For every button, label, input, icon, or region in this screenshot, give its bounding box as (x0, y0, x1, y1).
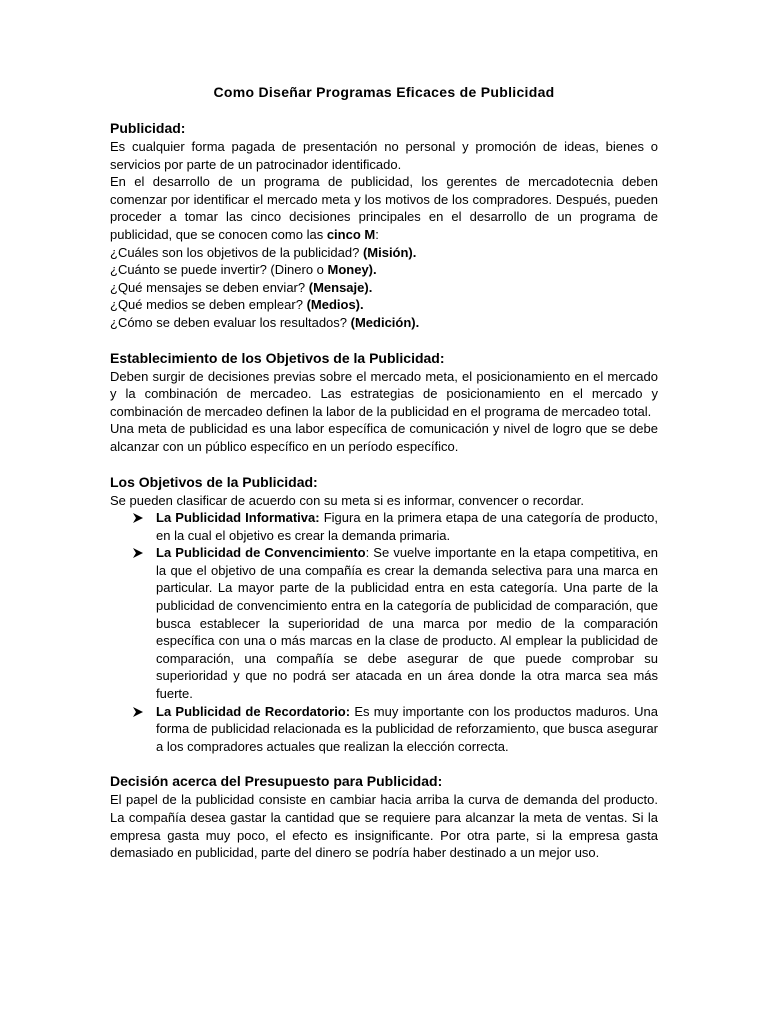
section-publicidad (110, 120, 658, 332)
section-presupuesto (110, 773, 658, 861)
section-establecimiento-objetivos (110, 350, 658, 456)
paragraph: Una meta de publicidad es una labor específica de comunicación y nivel de logro que se debe alcanzar con un público específico en un período específico. (110, 421, 658, 454)
question-line (110, 314, 658, 332)
question-text: ¿Cuánto se puede invertir? (Dinero o (110, 262, 328, 278)
arrow-bullet-icon (133, 707, 143, 717)
bullet-text: Es muy importante con los productos maduros. Una forma de publicidad relacionada es la publicidad de reforzamiento, que busca asegurar a los compradores actuales que realizan la elección correcta. (156, 703, 658, 754)
question-text: ¿Qué mensajes se deben enviar? (110, 279, 309, 295)
question-answer: Money). (327, 262, 377, 278)
question-text: ¿Cuáles son los objetivos de la publicidad? (110, 244, 363, 260)
list-item (156, 509, 658, 544)
question-text: ¿Qué medios se deben emplear? (110, 297, 307, 313)
bullet-text: : Se vuelve importante en la etapa competitiva, en la que el objetivo de una compañía es crear la demanda selectiva para una marca en particular. La mayor parte de la publicidad entra en esta categoría. Una parte de la publicidad de convencimiento entra en la categoría de publicidad de comparación, que busca establecer la superioridad de una marca por medio de la comparación específica con una o más marcas en la clase de producto. Al emplear la publicidad de comparación, una compañía se debe asegurar de que puede comprobar su superioridad y que no podrá ser atacada en un área donde la otra marca sea más fuerte. (156, 545, 658, 702)
paragraph: Deben surgir de decisiones previas sobre el mercado meta, el posicionamiento en el mercado y la combinación de mercadeo. Las estrategias de posicionamiento en el mercado y combinación de mercadeo definen la labor de la publicidad en el programa de mercadeo total. (110, 368, 658, 419)
question-line (110, 296, 658, 314)
question-answer: (Medición). (350, 314, 420, 330)
bullet-term: La Publicidad Informativa: (156, 510, 320, 526)
paragraph-text: : (375, 226, 379, 242)
bold-term: cinco M (326, 226, 376, 242)
question-line (110, 244, 658, 262)
list-item (156, 703, 658, 756)
arrow-bullet-icon (133, 548, 143, 558)
paragraph: Es cualquier forma pagada de presentación no personal y promoción de ideas, bienes o servicios por parte de un patrocinador identificado. (110, 139, 658, 172)
list-item (156, 544, 658, 702)
question-answer: (Mensaje). (308, 279, 373, 295)
bullet-list (110, 509, 658, 755)
section-heading: Establecimiento de los Objetivos de la Publicidad: (110, 349, 445, 366)
paragraph: Se pueden clasificar de acuerdo con su meta si es informar, convencer o recordar. (110, 492, 585, 508)
section-heading: Publicidad: (110, 120, 186, 136)
paragraph: El papel de la publicidad consiste en cambiar hacia arriba la curva de demanda del producto. La compañía desea gastar la cantidad que se requiere para alcanzar la meta de ventas. Si la empresa gasta muy poco, el efecto es insignificante. Por otra parte, si la empresa gasta demasiado en publicidad, parte del dinero se podría haber destinado a un mejor uso. (110, 792, 658, 861)
bullet-term: La Publicidad de Convencimiento (156, 545, 366, 561)
question-answer: (Misión). (362, 244, 417, 260)
question-text: ¿Cómo se deben evaluar los resultados? (110, 314, 351, 330)
arrow-bullet-icon (133, 513, 143, 523)
bullet-term: La Publicidad de Recordatorio: (156, 703, 351, 719)
document-title: Como Diseñar Programas Eficaces de Publicidad (213, 84, 555, 100)
question-line (110, 279, 658, 297)
question-answer: (Medios). (306, 297, 364, 313)
paragraph-text: En el desarrollo de un programa de publicidad, los gerentes de mercadotecnia deben comenzar por identificar el mercado meta y los motivos de los compradores. Después, pueden proceder a tomar las cinco decisiones principales en el desarrollo de un programa de publicidad, que se conocen como las (110, 174, 658, 242)
bullet-text: Figura en la primera etapa de una categoría de producto, en la cual el objetivo es crear la demanda primaria. (156, 510, 658, 543)
section-heading: Decisión acerca del Presupuesto para Publicidad: (110, 773, 443, 790)
section-objetivos-publicidad (110, 474, 658, 756)
section-heading: Los Objetivos de la Publicidad: (110, 473, 318, 490)
paragraph (110, 173, 658, 243)
question-line (110, 261, 658, 279)
